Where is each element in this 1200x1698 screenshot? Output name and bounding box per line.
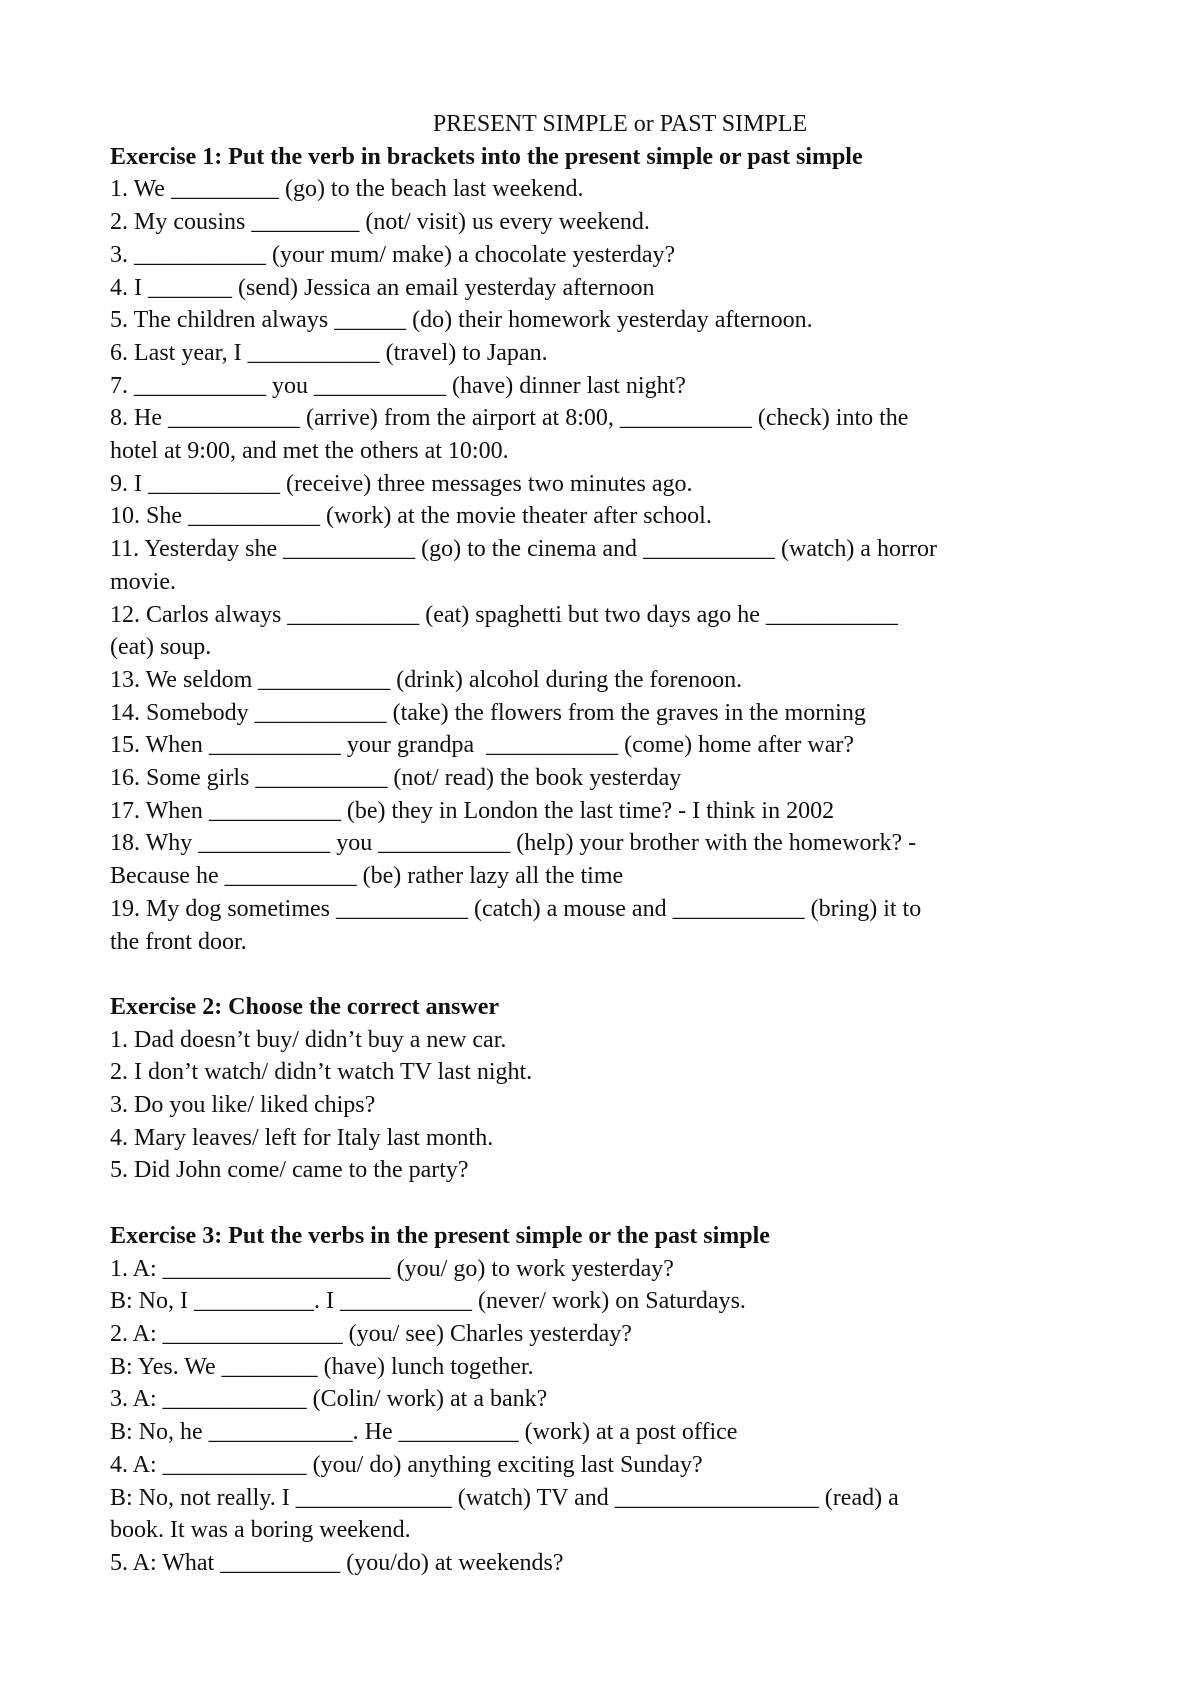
exercise-line: 13. We seldom ___________ (drink) alcohol during the forenoon. [110,666,743,693]
exercise-3-heading: Exercise 3: Put the verbs in the present simple or the past simple [110,1222,770,1249]
exercise-line: 12. Carlos always ___________ (eat) spaghetti but two days ago he ___________ [110,601,898,628]
exercise-line: 8. He ___________ (arrive) from the airport at 8:00, ___________ (check) into the [110,405,909,432]
exercise-line: B: No, I __________. I ___________ (never/ work) on Saturdays. [110,1288,746,1315]
exercise-line: 14. Somebody ___________ (take) the flowers from the graves in the morning [110,699,866,726]
exercise-line: B: No, he ____________. He __________ (work) at a post office [110,1419,738,1446]
exercise-line: 3. A: ____________ (Colin/ work) at a bank? [110,1386,548,1413]
exercise-line: 9. I ___________ (receive) three messages two minutes ago. [110,470,693,497]
exercise-line: B: No, not really. I _____________ (watch) TV and _________________ (read) a [110,1484,899,1511]
exercise-line: 15. When ___________ your grandpa ___________ (come) home after war? [110,732,855,759]
exercise-line: the front door. [110,928,247,955]
page-title: PRESENT SIMPLE or PAST SIMPLE [432,111,808,137]
exercise-line: 19. My dog sometimes ___________ (catch) a mouse and ___________ (bring) it to [110,895,922,922]
section-spacer [110,1187,1110,1220]
exercise-line: book. It was a boring weekend. [110,1517,411,1544]
exercise-line: 5. The children always ______ (do) their homework yesterday afternoon. [110,307,813,334]
exercise-line: 2. A: _______________ (you/ see) Charles yesterday? [110,1320,632,1347]
exercise-line: 18. Why ___________ you ___________ (help) your brother with the homework? - [110,830,917,857]
exercise-line: B: Yes. We ________ (have) lunch together. [110,1353,534,1380]
section-spacer [110,958,1110,991]
exercise-line: movie. [110,568,176,595]
exercise-line: 2. I don’t watch/ didn’t watch TV last night. [110,1059,533,1086]
exercise-3 [110,1220,1110,1580]
exercise-line: 4. Mary leaves/ left for Italy last month. [110,1124,494,1151]
exercise-1-heading: Exercise 1: Put the verb in brackets into the present simple or past simple [110,143,863,170]
exercise-line: 3. ___________ (your mum/ make) a chocolate yesterday? [110,241,676,268]
exercise-line: 3. Do you like/ liked chips? [110,1092,376,1119]
exercise-line: 2. My cousins _________ (not/ visit) us every weekend. [110,209,650,236]
exercise-line: 16. Some girls ___________ (not/ read) the book yesterday [110,765,682,792]
exercise-line: 7. ___________ you ___________ (have) dinner last night? [110,372,686,399]
exercise-line: (eat) soup. [110,634,212,661]
exercise-line: 5. A: What __________ (you/do) at weekends? [110,1549,564,1576]
exercise-line: 6. Last year, I ___________ (travel) to Japan. [110,339,548,366]
worksheet [110,108,1110,1580]
exercise-line: 4. A: ____________ (you/ do) anything exciting last Sunday? [110,1451,703,1478]
exercise-line: Because he ___________ (be) rather lazy all the time [110,863,624,890]
exercise-line: 1. A: ___________________ (you/ go) to work yesterday? [110,1255,674,1282]
exercise-line: 4. I _______ (send) Jessica an email yesterday afternoon [110,274,655,301]
exercise-line: 11. Yesterday she ___________ (go) to the cinema and ___________ (watch) a horror [110,536,937,563]
exercise-line: 1. Dad doesn’t buy/ didn’t buy a new car. [110,1026,507,1053]
exercise-2-heading: Exercise 2: Choose the correct answer [110,993,499,1020]
exercise-line: hotel at 9:00, and met the others at 10:00. [110,438,509,465]
exercise-line: 1. We _________ (go) to the beach last weekend. [110,176,584,203]
exercise-line: 10. She ___________ (work) at the movie theater after school. [110,503,712,530]
exercise-line: 17. When ___________ (be) they in London the last time? - I think in 2002 [110,797,835,824]
exercise-2 [110,991,1110,1187]
exercise-line: 5. Did John come/ came to the party? [110,1157,469,1184]
exercise-1 [110,141,1110,959]
